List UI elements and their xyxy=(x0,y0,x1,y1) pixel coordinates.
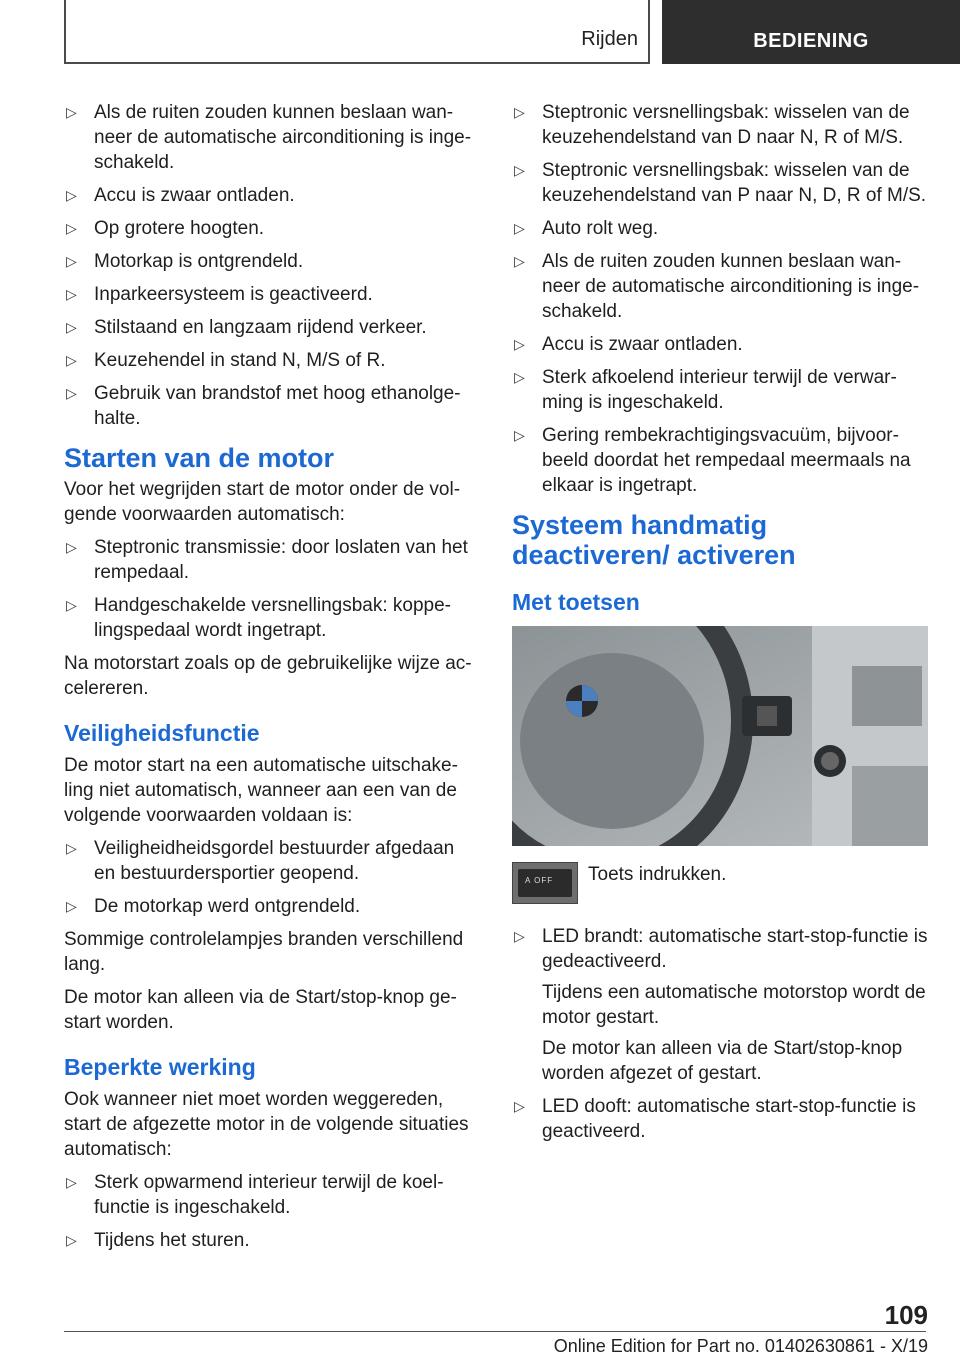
chapter-title: BEDIENING xyxy=(753,30,869,52)
bullet-marker-icon: ▷ xyxy=(66,597,77,613)
section-title: Rijden xyxy=(581,28,638,50)
bullet-marker-icon: ▷ xyxy=(514,253,525,269)
heading-veiligheid: Veiligheidsfunctie xyxy=(64,720,260,746)
bullet-marker-icon: ▷ xyxy=(514,928,525,944)
heading-beperkt: Beperkte werking xyxy=(64,1054,256,1080)
instruction-text: Toets indrukken. xyxy=(588,864,727,885)
left-column xyxy=(64,100,476,1261)
steering-wheel-photo xyxy=(512,626,928,846)
list-item: ▷ Gering rembekrachtigingsvacuüm, bijvoor-beeld doordat het rempedaal meermaals na elkaar is ingetrapt. xyxy=(514,425,911,496)
list-item: ▷ Gebruik van brandstof met hoog ethanolge-halte. xyxy=(66,383,461,429)
chapter-tab xyxy=(662,0,960,64)
bullet-marker-icon: ▷ xyxy=(66,352,77,368)
list-item: ▷ Sterk opwarmend interieur terwijl de koel-functie is ingeschakeld. xyxy=(66,1172,444,1218)
auto-start-stop-button-icon xyxy=(512,862,578,904)
list-item: ▷ Handgeschakelde versnellingsbak: koppe-lingspedaal wordt ingetrapt. xyxy=(66,595,452,641)
list-item: ▷ Steptronic versnellingsbak: wisselen van de keuzehendelstand van D naar N, R of M/S. xyxy=(514,102,910,148)
bullet-marker-icon: ▷ xyxy=(514,427,525,443)
list-item: ▷ Veiligheidheidsgordel bestuurder afgedaan en bestuurdersportier geopend. xyxy=(66,838,455,884)
bullet-marker-icon: ▷ xyxy=(514,336,525,352)
paragraph: Na motorstart zoals op de gebruikelijke wijze ac-celereren. xyxy=(64,653,472,699)
list-item: ▷ Op grotere hoogten. xyxy=(66,218,265,239)
button-instruction xyxy=(512,862,930,910)
paragraph: De motor kan alleen via de Start/stop-knop worden afgezet of gestart. xyxy=(542,1038,903,1084)
bullet-marker-icon: ▷ xyxy=(514,162,525,178)
footer-rule xyxy=(64,1331,926,1332)
list-item: ▷ Stilstaand en langzaam rijdend verkeer. xyxy=(66,317,427,338)
page-header xyxy=(0,0,960,66)
list-item: ▷ LED brandt: automatische start-stop-functie is gedeactiveerd. Tijdens een automatische motorstop wordt de motor gestart. De motor kan alleen via de Start/stop-knop worden afgezet of gestart. xyxy=(512,924,930,1086)
bullet-marker-icon: ▷ xyxy=(66,1232,77,1248)
header-left-rule xyxy=(64,0,66,64)
bullet-marker-icon: ▷ xyxy=(66,286,77,302)
list-item: ▷ Sterk afkoelend interieur terwijl de verwar-ming is ingeschakeld. xyxy=(514,367,897,413)
list-item: ▷ Inparkeersysteem is geactiveerd. xyxy=(66,284,373,305)
paragraph: De motor start na een automatische uitschake-ling niet automatisch, wanneer aan een van de volgende voorwaarden voldaan is: xyxy=(64,755,458,826)
paragraph: Ook wanneer niet moet worden weggereden, start de afgezette motor in de volgende situaties automatisch: xyxy=(64,1089,469,1160)
button-label: A OFF xyxy=(525,876,554,885)
bullet-marker-icon: ▷ xyxy=(66,539,77,555)
heading-starten: Starten van de motor xyxy=(64,443,335,473)
bullet-marker-icon: ▷ xyxy=(66,1174,77,1190)
bullet-marker-icon: ▷ xyxy=(66,187,77,203)
list-item: ▷ Tijdens het sturen. xyxy=(66,1230,250,1251)
list-item: ▷ Accu is zwaar ontladen. xyxy=(66,185,295,206)
list-item: ▷ Als de ruiten zouden kunnen beslaan wan-neer de automatische airconditioning is inge-schakeld. xyxy=(66,102,472,173)
page-number: 109 xyxy=(884,1300,928,1330)
list-item: ▷ De motorkap werd ontgrendeld. xyxy=(66,896,361,917)
heading-toetsen: Met toetsen xyxy=(512,589,640,615)
list-item: ▷ Accu is zwaar ontladen. xyxy=(514,334,743,355)
bullet-marker-icon: ▷ xyxy=(66,385,77,401)
right-column xyxy=(512,100,930,1152)
bullet-marker-icon: ▷ xyxy=(66,220,77,236)
list-item: ▷ LED dooft: automatische start-stop-functie is geactiveerd. xyxy=(514,1096,916,1142)
bullet-marker-icon: ▷ xyxy=(66,898,77,914)
header-right-rule xyxy=(648,0,650,64)
bullet-marker-icon: ▷ xyxy=(514,104,525,120)
bullet-marker-icon: ▷ xyxy=(66,104,77,120)
bullet-marker-icon: ▷ xyxy=(514,1098,525,1114)
footer-edition: Online Edition for Part no. 01402630861 - X/19 xyxy=(553,1336,928,1356)
heading-systeem: Systeem handmatig deactiveren/ activeren xyxy=(512,510,796,570)
list-item: ▷ Auto rolt weg. xyxy=(514,218,659,239)
bullet-marker-icon: ▷ xyxy=(66,319,77,335)
paragraph: De motor kan alleen via de Start/stop-knop ge-start worden. xyxy=(64,987,457,1033)
paragraph: Voor het wegrijden start de motor onder de vol-gende voorwaarden automatisch: xyxy=(64,479,461,525)
list-item: ▷ Keuzehendel in stand N, M/S of R. xyxy=(66,350,386,371)
bullet-marker-icon: ▷ xyxy=(66,253,77,269)
bullet-marker-icon: ▷ xyxy=(66,840,77,856)
list-item: ▷ Motorkap is ontgrendeld. xyxy=(66,251,304,272)
paragraph: Tijdens een automatische motorstop wordt de motor gestart. xyxy=(542,982,926,1028)
list-item: ▷ Steptronic versnellingsbak: wisselen van de keuzehendelstand van P naar N, D, R of M/S. xyxy=(514,160,927,206)
paragraph: Sommige controlelampjes branden verschillend lang. xyxy=(64,929,464,975)
list-item: ▷ Steptronic transmissie: door loslaten van het rempedaal. xyxy=(66,537,468,583)
bullet-marker-icon: ▷ xyxy=(514,220,525,236)
bullet-marker-icon: ▷ xyxy=(514,369,525,385)
header-bottom-rule xyxy=(64,62,650,64)
list-item: ▷ Als de ruiten zouden kunnen beslaan wan-neer de automatische airconditioning is inge-schakeld. xyxy=(514,251,920,322)
